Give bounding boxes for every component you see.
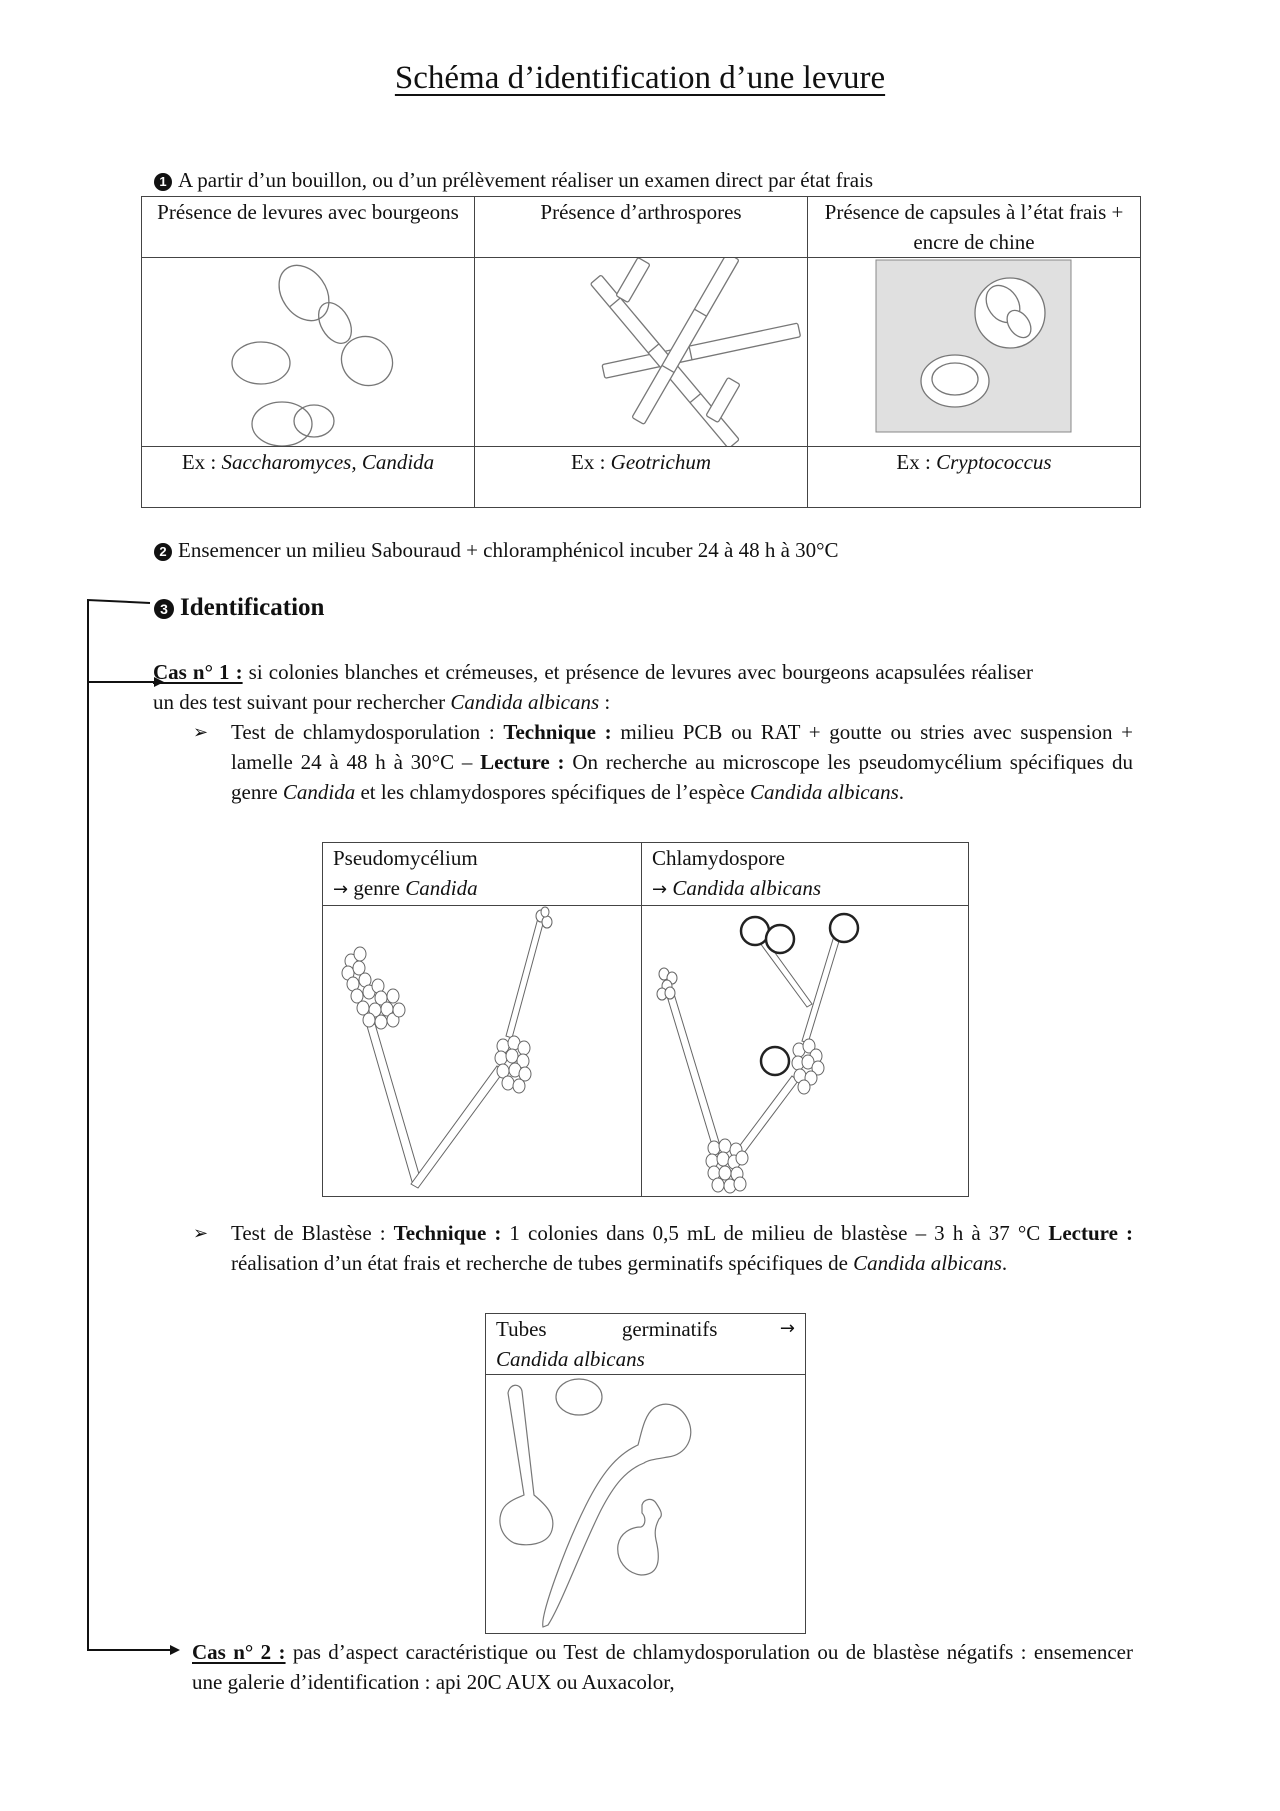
header-chlamydospore: Chlamydospore → Candida albicans — [642, 843, 969, 906]
arrow-right-icon: → — [652, 879, 668, 900]
example-arthrospores: Ex : Geotrichum — [475, 447, 808, 508]
header-capsules: Présence de capsules à l’état frais + encre de chine — [808, 197, 1141, 258]
capsule-icon — [808, 258, 1140, 446]
test1-paragraph: Test de chlamydosporulation : Technique : milieu PCB ou RAT + goutte ou stries avec suspension + lamelle 24 à 48 h à 30°C – Lecture : On recherche au microscope les pseudomycélium spécifiques du genre Candida et les chlamydospores spécifiques de l’espèce Candida albicans. — [231, 720, 1133, 804]
drawing-chlamydospore — [642, 906, 969, 1197]
header-pseudomycelium: Pseudomycélium → genre Candida — [323, 843, 642, 906]
step2-text: 2 Ensemencer un milieu Sabouraud + chloramphénicol incuber 24 à 48 h à 30°C — [154, 535, 839, 565]
chlamydosporulation-table — [322, 842, 969, 1197]
header-germ-tubes: Tubes germinatifs → Candida albicans — [486, 1314, 806, 1375]
direct-exam-table — [141, 196, 1141, 508]
arrow-right-icon: → — [779, 1318, 795, 1339]
bullet-arrow-icon: ➢ — [193, 722, 209, 742]
page-title: Schéma d’identification d’une levure — [394, 60, 886, 96]
germ-tube-table — [485, 1313, 806, 1634]
arrow-cas2-icon — [170, 1645, 180, 1655]
drawing-budding-yeasts — [142, 258, 475, 447]
drawing-arthrospores — [475, 258, 808, 447]
arthrospore-icon — [475, 258, 807, 446]
example-capsules: Ex : Cryptococcus — [808, 447, 1141, 508]
step-number-3-icon: 3 — [154, 599, 174, 619]
header-arthrospores: Présence d’arthrospores — [475, 197, 808, 258]
cas2-paragraph: Cas n° 2 : pas d’aspect caractéristique ou Test de chlamydosporulation ou de blastèse négatifs : ensemencer une galerie d’identification : api 20C AUX ou Auxacolor, — [192, 1640, 1133, 1694]
example-budding: Ex : Saccharomyces, Candida — [142, 447, 475, 508]
pseudomycelium-icon — [323, 906, 641, 1196]
drawing-pseudomycelium — [323, 906, 642, 1197]
flow-connector — [80, 598, 180, 1658]
identification-heading: 3 Identification — [154, 594, 324, 622]
cas2-label: Cas n° 2 : — [192, 1640, 286, 1664]
chlamydospore-icon — [642, 906, 968, 1196]
cas1-label: Cas n° 1 : — [153, 660, 243, 684]
test2-paragraph: Test de Blastèse : Technique : 1 colonies dans 0,5 mL de milieu de blastèse – 3 h à 37 °C Lecture : réalisation d’un état frais et recherche de tubes germinatifs spécifiques de Candida albicans. — [231, 1221, 1133, 1275]
budding-yeast-icon — [142, 258, 474, 446]
step-number-1-icon: 1 — [154, 173, 172, 191]
arrow-right-icon: → — [333, 879, 349, 900]
header-budding-yeasts: Présence de levures avec bourgeons — [142, 197, 475, 258]
step1-text: 1 A partir d’un bouillon, ou d’un prélèvement réaliser un examen direct par état frais — [154, 165, 873, 195]
bullet-arrow-icon: ➢ — [193, 1223, 209, 1243]
cas1-paragraph: Cas n° 1 : si colonies blanches et crémeuses, et présence de levures avec bourgeons acapsulées réaliser un des test suivant pour rechercher Candida albicans : — [153, 660, 1033, 714]
drawing-capsules-india-ink — [808, 258, 1141, 447]
step-number-2-icon: 2 — [154, 543, 172, 561]
germ-tube-icon — [486, 1375, 805, 1633]
drawing-germ-tubes — [486, 1375, 806, 1634]
